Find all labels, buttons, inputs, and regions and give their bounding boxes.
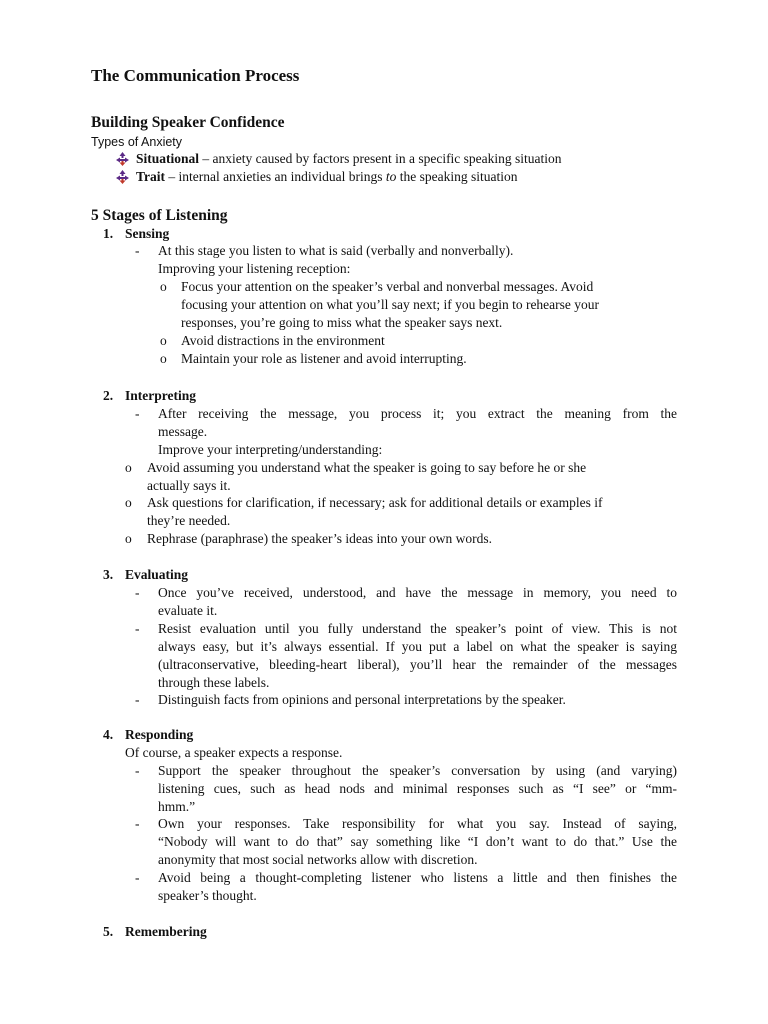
document-title: The Communication Process xyxy=(91,66,300,85)
responding-line: Support the speaker throughout the speaker’s conversation by using (and varying) xyxy=(158,763,677,778)
anxiety-item-situational xyxy=(136,150,562,168)
interpreting-line: Improve your interpreting/understanding: xyxy=(158,442,383,457)
bullet-marker: o xyxy=(160,279,167,294)
evaluating-line: (ultraconservative, bleeding-heart liberal), you’ll hear the remainder of the messages xyxy=(158,657,677,672)
stage-title-responding: Responding xyxy=(125,727,194,742)
bullet-marker: o xyxy=(160,333,167,348)
anxiety-description-end: the speaking situation xyxy=(396,169,518,184)
responding-line: listening cues, such as head nods and minimal responses such as “I see” or “mm- xyxy=(158,781,677,796)
interpreting-bullet-line: Rephrase (paraphrase) the speaker’s ideas into your own words. xyxy=(147,531,493,546)
responding-intro: Of course, a speaker expects a response. xyxy=(125,745,343,760)
stage-number: 2. xyxy=(103,388,114,403)
four-way-arrow-icon xyxy=(116,170,129,184)
dash-marker: - xyxy=(135,243,140,258)
interpreting-bullet-line: they’re needed. xyxy=(147,513,231,528)
evaluating-line: always easy, but it’s always essential. If you put a label on what the speaker is saying xyxy=(158,639,677,654)
dash-marker: - xyxy=(135,763,140,778)
evaluating-line: Distinguish facts from opinions and personal interpretations by the speaker. xyxy=(158,692,566,707)
sensing-line: Improving your listening reception: xyxy=(158,261,351,276)
dash-marker: - xyxy=(135,621,140,636)
evaluating-line: Once you’ve received, understood, and have the message in memory, you need to xyxy=(158,585,677,600)
responding-line: “Nobody will want to do that” say something like “I don’t want to do that.” Use the xyxy=(158,834,677,849)
sensing-bullet-line: responses, you’re going to miss what the speaker says next. xyxy=(181,315,503,330)
responding-line: speaker’s thought. xyxy=(158,888,257,903)
stage-number: 4. xyxy=(103,727,114,742)
dash-marker: - xyxy=(135,692,140,707)
sensing-line: At this stage you listen to what is said (verbally and nonverbally). xyxy=(158,243,514,258)
responding-line: Own your responses. Take responsibility for what you say. Instead of saying, xyxy=(158,816,677,831)
four-way-arrow-icon xyxy=(116,152,129,166)
responding-line: anonymity that most social networks allow with discretion. xyxy=(158,852,478,867)
bullet-marker: o xyxy=(160,351,167,366)
bullet-marker: o xyxy=(125,460,132,475)
anxiety-types-subheading: Types of Anxiety xyxy=(91,135,183,149)
stage-title-sensing: Sensing xyxy=(125,226,170,241)
anxiety-term: Situational xyxy=(136,151,200,166)
stage-number: 5. xyxy=(103,924,114,939)
stage-title-interpreting: Interpreting xyxy=(125,388,196,403)
sensing-bullet-line: Focus your attention on the speaker’s verbal and nonverbal messages. Avoid xyxy=(181,279,594,294)
anxiety-description: – internal anxieties an individual brings xyxy=(165,169,386,184)
evaluating-line: Resist evaluation until you fully understand the speaker’s point of view. This is not xyxy=(158,621,677,636)
responding-line: hmm.” xyxy=(158,799,196,814)
interpreting-line: message. xyxy=(158,424,208,439)
dash-marker: - xyxy=(135,585,140,600)
responding-line: Avoid being a thought-completing listener who listens a little and then finishes the xyxy=(158,870,677,885)
section-heading-confidence: Building Speaker Confidence xyxy=(91,114,285,131)
interpreting-line: After receiving the message, you process it; you extract the meaning from the xyxy=(158,406,677,421)
interpreting-bullet-line: Avoid assuming you understand what the speaker is going to say before he or she xyxy=(147,460,587,475)
dash-marker: - xyxy=(135,816,140,831)
sensing-bullet-line: Avoid distractions in the environment xyxy=(181,333,385,348)
stage-number: 1. xyxy=(103,226,114,241)
evaluating-line: evaluate it. xyxy=(158,603,218,618)
section-heading-listening: 5 Stages of Listening xyxy=(91,207,228,224)
bullet-marker: o xyxy=(125,531,132,546)
anxiety-emphasis: to xyxy=(385,169,397,184)
interpreting-bullet-line: actually says it. xyxy=(147,478,231,493)
stage-title-remembering: Remembering xyxy=(125,924,207,939)
anxiety-term: Trait xyxy=(136,169,165,184)
dash-marker: - xyxy=(135,406,140,421)
sensing-bullet-line: focusing your attention on what you’ll say next; if you begin to rehearse your xyxy=(181,297,600,312)
evaluating-line: through these labels. xyxy=(158,675,270,690)
bullet-marker: o xyxy=(125,495,132,510)
sensing-bullet-line: Maintain your role as listener and avoid interrupting. xyxy=(181,351,467,366)
anxiety-item-trait xyxy=(136,168,517,186)
anxiety-description: – anxiety caused by factors present in a specific speaking situation xyxy=(199,151,562,166)
stage-title-evaluating: Evaluating xyxy=(125,567,189,582)
stage-number: 3. xyxy=(103,567,114,582)
dash-marker: - xyxy=(135,870,140,885)
interpreting-bullet-line: Ask questions for clarification, if necessary; ask for additional details or examples if xyxy=(147,495,603,510)
